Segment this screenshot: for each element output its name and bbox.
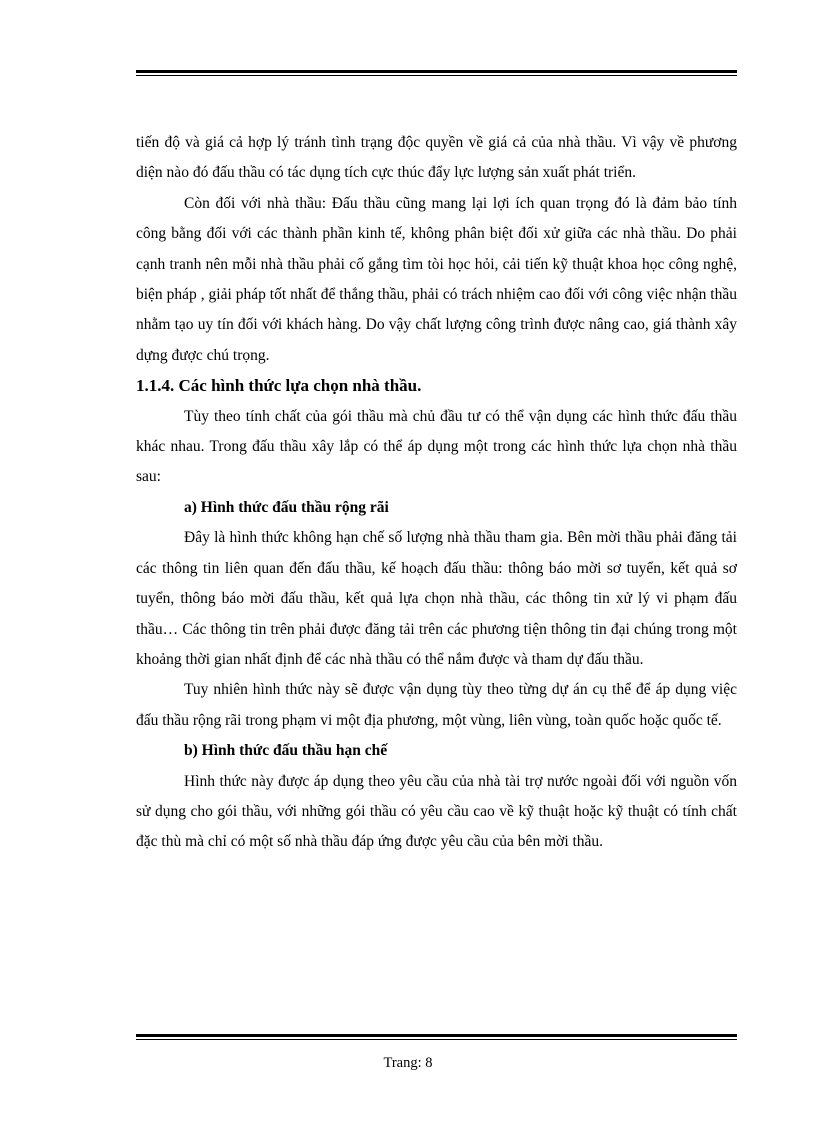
subheading-limited-bidding: b) Hình thức đấu thầu hạn chế [184,742,388,760]
paragraph-contractor-benefits: Còn đối với nhà thầu: Đấu thầu cũng mang lại lợi ích quan trọng đó là đảm bảo tính công bằng đối với các thành phần kinh tế, không phân biệt đối xử giữa các nhà thầu. Do phải cạnh tranh nên mỗi nhà thầu phải cố gắng tìm tòi học hỏi, cải tiến kỹ thuật khoa học công nghệ, biện pháp , giải pháp tốt nhất để thắng thầu, phải có trách nhiệm cao đối với công việc nhận thầu nhằm tạo uy tín đối với khách hàng. Do vậy chất lượng công trình được nâng cao, giá thành xây dựng được chú trọng. [136,194,737,364]
section-intro: Tùy theo tính chất của gói thầu mà chủ đầu tư có thể vận dụng các hình thức đấu thầu khác nhau. Trong đấu thầu xây lắp có thể áp dụng một trong các hình thức lựa chọn nhà thầu sau: [136,407,737,486]
page-body [136,128,737,858]
page-number: Trang: 8 [383,1055,433,1071]
subheading-open-bidding: a) Hình thức đấu thầu rộng rãi [184,498,389,516]
open-bidding-paragraph-1: Đây là hình thức không hạn chế số lượng nhà thầu tham gia. Bên mời thầu phải đăng tải các thông tin liên quan đến đấu thầu, kế hoạch đấu thầu: thông báo mời sơ tuyển, kết quả sơ tuyển, thông báo mời đấu thầu, kết quả lựa chọn nhà thầu, các thông tin xử lý vi phạm đấu thầu… Các thông tin trên phải được đăng tải trên các phương tiện thông tin đại chúng trong một khoảng thời gian nhất định để các nhà thầu có thể nắm được và tham dự đấu thầu. [136,529,737,668]
paragraph-continuation: tiến độ và giá cả hợp lý tránh tình trạng độc quyền về giá cả của nhà thầu. Vì vậy về phương diện nào đó đấu thầu có tác dụng tích cực thúc đẩy lực lượng sản xuất phát triển. [136,134,737,182]
limited-bidding-paragraph-1: Hình thức này được áp dụng theo yêu cầu của nhà tài trợ nước ngoài đối với nguồn vốn sử dụng cho gói thầu, với những gói thầu có yêu cầu cao về kỹ thuật hoặc kỹ thuật có tính chất đặc thù mà chỉ có một số nhà thầu đáp ứng được yêu cầu của bên mời thầu. [136,772,737,851]
footer-rule [136,1034,737,1037]
section-heading: 1.1.4. Các hình thức lựa chọn nhà thầu. [136,376,422,396]
open-bidding-paragraph-2: Tuy nhiên hình thức này sẽ được vận dụng tùy theo từng dự án cụ thể để áp dụng việc đấu thầu rộng rãi trong phạm vi một địa phương, một vùng, liên vùng, toàn quốc hoặc quốc tế. [136,681,737,729]
header-rule [136,70,737,73]
